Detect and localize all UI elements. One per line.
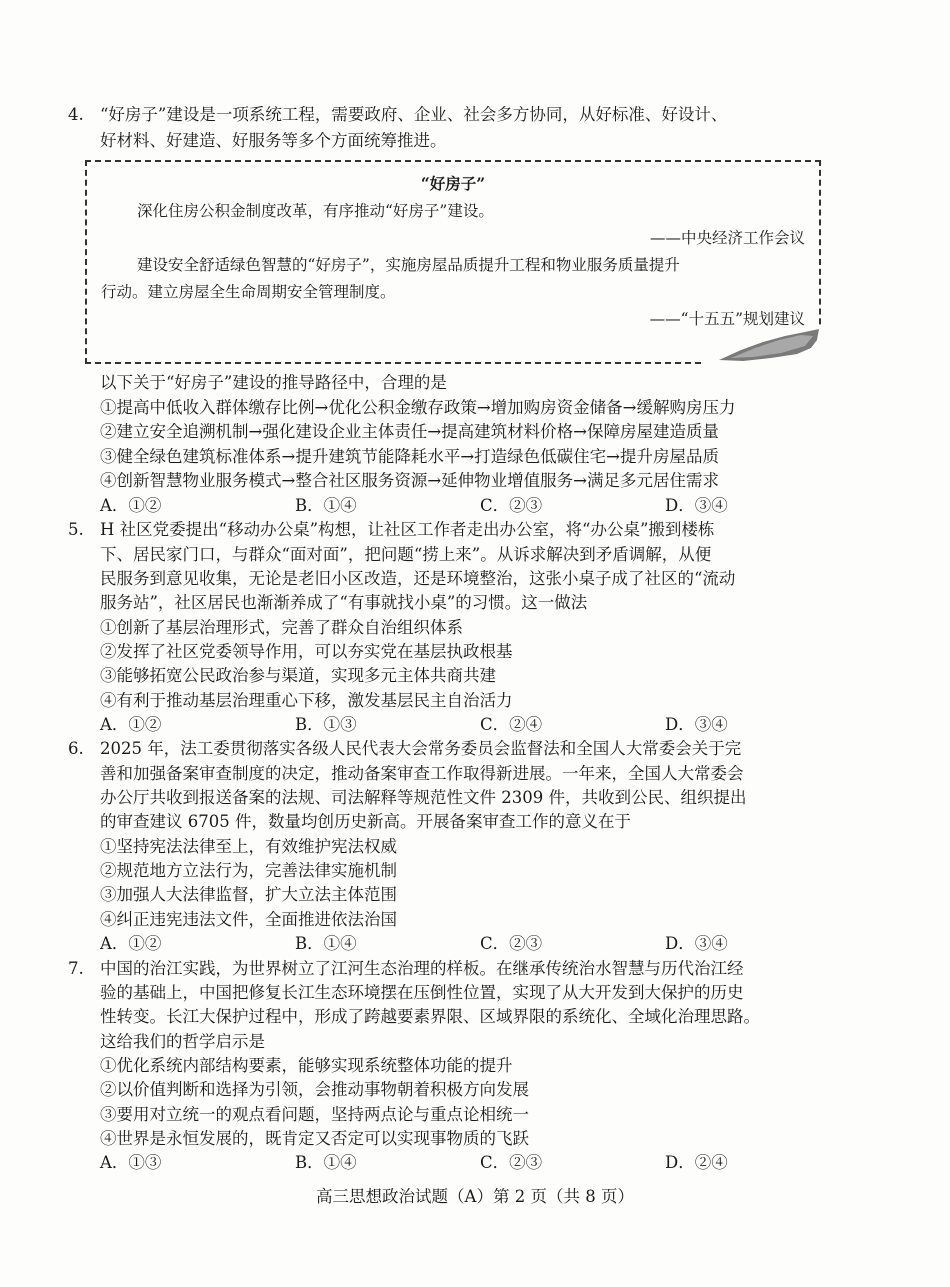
q4-item-3: ③健全绿色建筑标准体系→提升建筑节能降耗水平→打造绿色低碳住宅→提升房屋品质 [100, 447, 719, 466]
q7-item-4: ④世界是永恒发展的，既肯定又否定可以实现事物质的飞跃 [100, 1129, 529, 1148]
q6-option-d[interactable]: D．③④ [665, 934, 728, 953]
q6-option-c[interactable]: C．②③ [480, 934, 543, 953]
q4-material-box [85, 160, 821, 364]
q7-option-d[interactable]: D．②④ [665, 1153, 728, 1172]
material-source-2: ——“十五五”规划建议 [649, 310, 805, 328]
q4-stem-line-1: 4. “好房子”建设是一项系统工程，需要政府、企业、社会多方协同，从好标准、好设计、 [68, 105, 728, 124]
q4-item-1: ①提高中低收入群体缴存比例→优化公积金缴存政策→增加购房资金储备→缓解购房压力 [100, 398, 736, 417]
q7-stem-line-1: 7. 中国的治江实践，为世界树立了江河生态治理的样板。在继承传统治水智慧与历代治江经 [68, 959, 744, 978]
q6-stem-line-2: 善和加强备案审查制度的决定，推动备案审查工作取得新进展。一年来，全国人大常委会 [100, 764, 744, 783]
q5-item-1: ①创新了基层治理形式，完善了群众自治组织体系 [100, 618, 463, 637]
q6-item-3: ③加强人大法律监督，扩大立法主体范围 [100, 885, 397, 904]
q5-option-a[interactable]: A．①② [100, 715, 162, 734]
q7-item-3: ③要用对立统一的观点看问题，坚持两点论与重点论相统一 [100, 1105, 529, 1124]
q4-stem-line-2: 好材料、好建造、好服务等多个方面统筹推进。 [100, 131, 447, 150]
q4-question: 以下关于“好房子”建设的推导路径中，合理的是 [100, 373, 447, 392]
q5-option-d[interactable]: D．③④ [665, 715, 728, 734]
q5-item-2: ②发挥了社区党委领导作用，可以夯实党在基层执政根基 [100, 642, 513, 661]
q5-stem-line-2: 下、居民家门口，与群众“面对面”，把问题“捞上来”。从诉求解决到矛盾调解，从便 [100, 545, 712, 564]
q7-item-1: ①优化系统内部结构要素，能够实现系统整体功能的提升 [100, 1056, 513, 1075]
q7-option-c[interactable]: C．②③ [480, 1153, 543, 1172]
q6-stem-line-1: 6. 2025 年，法工委贯彻落实各级人民代表大会常务委员会监督法和全国人大常委会关于完 [68, 739, 742, 758]
q5-stem-line-1: 5. H 社区党委提出“移动办公桌”构想，让社区工作者走出办公室，将“办公桌”搬到楼栋 [68, 520, 715, 539]
q7-option-a[interactable]: A．①③ [100, 1153, 162, 1172]
q6-item-2: ②规范地方立法行为，完善法律实施机制 [100, 861, 397, 880]
q6-option-b[interactable]: B．①④ [295, 934, 357, 953]
q5-stem-line-3: 民服务到意见收集，无论是老旧小区改造，还是环境整治，这张小桌子成了社区的“流动 [100, 569, 736, 588]
q4-number: 4. [68, 105, 84, 124]
q6-item-4: ④纠正违宪违法文件，全面推进依法治国 [100, 910, 397, 929]
q7-item-2: ②以价值判断和选择为引领，会推动事物朝着积极方向发展 [100, 1080, 529, 1099]
q6-stem-line-3: 办公厅共收到报送备案的法规、司法解释等规范性文件 2309 件，共收到公民、组织提出 [100, 788, 747, 807]
q6-stem-line-4: 的审查建议 6705 件，数量均创历史新高。开展备案审查工作的意义在于 [100, 812, 631, 831]
q5-item-3: ③能够拓宽公民政治参与渠道，实现多元主体共商共建 [100, 666, 496, 685]
q5-option-b[interactable]: B．①③ [295, 715, 357, 734]
q6-item-1: ①坚持宪法法律至上，有效维护宪法权威 [100, 837, 397, 856]
q4-option-d[interactable]: D．③④ [665, 496, 728, 515]
material-paragraph-1: 深化住房公积金制度改革，有序推动“好房子”建设。 [137, 202, 494, 220]
q6-number: 6. [68, 739, 84, 758]
material-paragraph-2-line-2: 行动。建立房屋全生命周期安全管理制度。 [101, 283, 396, 301]
q7-option-b[interactable]: B．①④ [295, 1153, 357, 1172]
q5-number: 5. [68, 520, 84, 539]
q5-option-c[interactable]: C．②④ [480, 715, 543, 734]
q4-option-a[interactable]: A．①② [100, 496, 162, 515]
q5-stem-line-4: 服务站”，社区居民也渐渐养成了“有事就找小桌”的习惯。这一做法 [100, 593, 588, 612]
q7-stem-line-2: 验的基础上，中国把修复长江生态环境摆在压倒性位置，实现了从大开发到大保护的历史 [100, 983, 744, 1002]
q4-option-b[interactable]: B．①④ [295, 496, 357, 515]
q7-stem-line-3: 性转变。长江大保护过程中，形成了跨越要素界限、区域界限的系统化、全域化治理思路。 [100, 1007, 760, 1026]
material-title: “好房子” [420, 174, 486, 193]
q5-item-4: ④有利于推动基层治理重心下移，激发基层民主自治活力 [100, 691, 513, 710]
q7-stem-line-4: 这给我们的哲学启示是 [100, 1032, 265, 1051]
q6-option-a[interactable]: A．①② [100, 934, 162, 953]
material-paragraph-2-line-1: 建设安全舒适绿色智慧的“好房子”，实施房屋品质提升工程和物业服务质量提升 [137, 256, 680, 274]
q7-number: 7. [68, 959, 84, 978]
material-source-1: ——中央经济工作会议 [649, 229, 805, 247]
q4-option-c[interactable]: C．②③ [480, 496, 543, 515]
q4-item-4: ④创新智慧物业服务模式→整合社区服务资源→延伸物业增值服务→满足多元居住需求 [100, 471, 719, 490]
page-footer: 高三思想政治试题（A）第 2 页（共 8 页） [316, 1187, 634, 1206]
q4-item-2: ②建立安全追溯机制→强化建设企业主体责任→提高建筑材料价格→保障房屋建造质量 [100, 422, 719, 441]
torn-corner-decoration [701, 326, 821, 364]
